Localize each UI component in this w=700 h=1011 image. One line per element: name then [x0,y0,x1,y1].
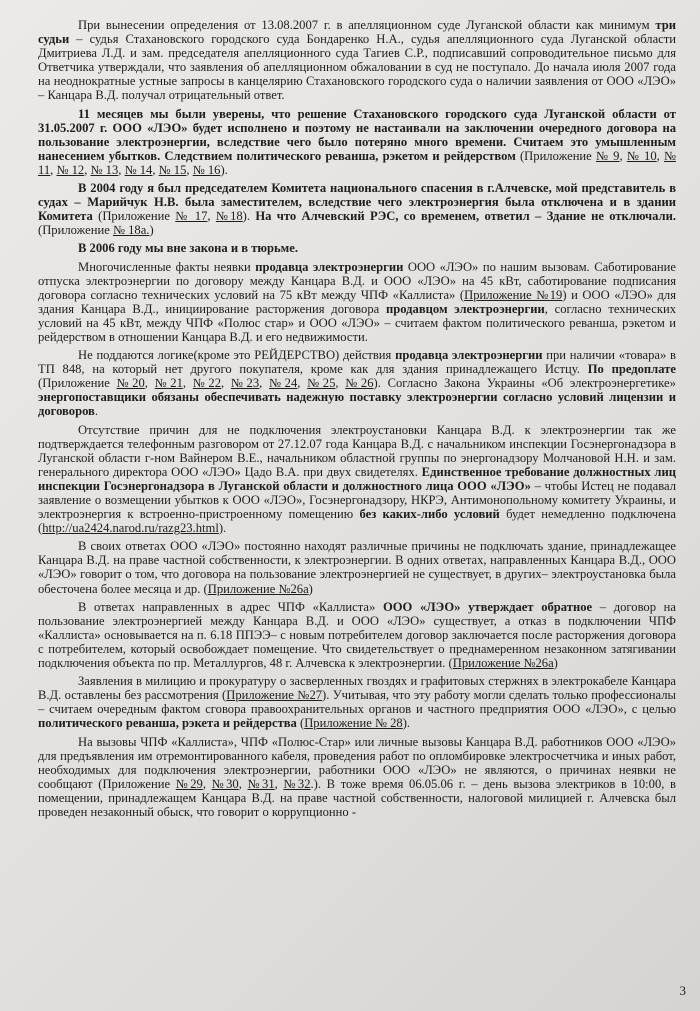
text-run: , [274,776,284,791]
text-run: В своих ответах ООО «ЛЭО» постоянно находят различные причины не подключать здание, принадлежащее Канцара В.Д. на праве частной собственности, к электроэнергии. В одних ответах, направленных Канцара В.Д., ООО «ЛЭО» говорит о том, что договора на пользование электроэнергией не существует, в других– электроустановка была обесточена более месяца и др. ( [38,539,676,596]
paragraph [38,260,676,345]
bold-text: В 2004 году я был председателем Комитета национального спасения в г.Алчевске, мой представитель в судах – Марийчук Н.В. была заместителем, вследствие чего электроэнергия была отключена и в здании Комитета [38,181,676,224]
appendix-link[interactable]: Приложение №26а [207,581,309,596]
bold-text: По предоплате [587,362,676,377]
bold-text: 11 месяцев мы были уверены, что решение Стахановского городского суда Луганской области от 31.05.2007 г. ООО «ЛЭО» будет исполнено и поэтому не настаивали на заключении очередного договора на пользование электроэнергии, вследствие чего было потеряно много времени. Считаем это умышленным нанесением убытков. Следствием политического реванша, рэкетом и рейдерством [38,106,676,163]
text-run: В ответах направленных в адрес ЧПФ «Каллиста» [78,599,383,614]
text-run: . [94,404,99,419]
appendix-link[interactable]: № 17 [175,209,208,224]
text-run: , [335,376,346,391]
bold-text: ООО «ЛЭО» утверждает обратное [382,599,593,614]
text-run: ) [149,223,154,238]
bold-text: энергопоставщики обязаны обеспечивать надежную поставку электроэнергии согласно условий лицензии и договоров [38,390,676,419]
text-run: , [118,162,125,177]
paragraph [38,107,676,177]
text-run: – чтобы Истец не подавал заявление о возмещении убытков к ООО «ЛЭО», Госэнергонадзору, НКРЭ, Антимонопольному комитету Украины, и электроэнергия к встроенно-пристроенному помещению [38,478,676,522]
text-run: – договор на пользование электроэнергией между Канцара В.Д. и ООО «ЛЭО» существует, а отказ в подключении ЧПФ «Каллиста» основывается на п. 6.18 ППЭЭ– с новым потребителем договор заключается после расторжения договора с потребителем, который освобождает помещение. Что свидетельствует о преднамеренном незаконном затягивании подключения объекта по пр. Металлургов, 48 г. Алчевска к электроэнергии. ( [38,599,676,671]
appendix-link[interactable]: № 15 [158,162,187,177]
text-run: , [259,376,270,391]
paragraph [38,674,676,730]
appendix-link[interactable]: № 11 [38,148,677,177]
appendix-link[interactable]: Приложение №19 [464,287,563,302]
paragraph [38,735,676,820]
text-run: (Приложение [515,148,596,163]
appendix-link[interactable]: № 14 [124,162,153,177]
appendix-link[interactable]: Приложение №26а [452,656,554,671]
document-body [38,18,676,819]
appendix-link[interactable]: № 18а. [112,223,150,238]
text-run: , [656,148,664,163]
paragraph [38,539,676,595]
appendix-link[interactable]: №18 [215,209,243,224]
text-run: , [238,776,248,791]
appendix-link[interactable]: №24 [269,376,298,391]
paragraph [38,241,676,255]
bold-text: продавца электроэнергии [255,259,404,274]
text-run: Заявления в милицию и прокуратуру о засверленных гвоздях и графитовых стержнях в электрокабеле Канцара В.Д. оставлены без рассмотрения ( [38,674,676,703]
text-run: , [84,162,91,177]
paragraph [38,600,676,670]
appendix-link[interactable]: №25 [307,376,336,391]
text-run: , [297,376,308,391]
text-run: ООО «ЛЭО» по нашим вызовам. Саботирование отпуска электроэнергии по договору между Канцара В.Д. и ООО «ЛЭО» на 45 кВт, саботирование подписания договора согласно технических условий на 75 кВт между ЧПФ «Каллиста» ( [38,259,676,302]
text-run: ( [296,716,305,731]
paragraph [38,18,676,103]
bold-text: На что Алчевский РЭС, со временем, ответил – Здание не отключали. [255,209,677,224]
text-run: ) и ООО «ЛЭО» для здания Канцара В.Д., инициирование расторжения договора [38,287,676,316]
text-run: , [50,162,57,177]
text-run: (Приложение [92,209,176,224]
appendix-link[interactable]: №29 [175,776,203,791]
text-run: ). [218,521,227,536]
text-run: ) [308,581,313,596]
text-run: , [152,162,159,177]
text-run: (Приложение [38,223,113,238]
appendix-link[interactable]: №31 [247,776,275,791]
appendix-link[interactable]: № 16 [192,162,221,177]
text-run: – судья Стахановского городского суда Бондаренко Н.А., судья апелляционного суда Луганской области Дмитриева Л.Д. и зам. председателя апелляционного суда Тагиев С.Р., подписавший сопроводительное письмо для Ответчика утверждали, что заявления об апелляционном обжаловании в суд не поступало. До начала июля 2007 года на неоднократные устные запросы в канцелярию Стахановского городского суда о наличии заявления от ООО «ЛЭО» – Канцара В.Д. получал отрицательный ответ. [38,32,676,103]
bold-text: Единственное требование должностных лиц инспекции Госэнергонадзора в Луганской области и должностного лица ООО «ЛЭО» [38,464,676,493]
paragraph [38,181,676,237]
appendix-link[interactable]: №23 [230,376,260,391]
text-run: , [202,776,212,791]
appendix-link[interactable]: №32 [283,776,311,791]
paragraph [38,348,676,418]
bold-text: без каких-либо условий [359,507,500,522]
bold-text: В 2006 году мы вне закона и в тюрьме. [78,241,298,256]
appendix-link[interactable]: №22 [192,376,222,391]
appendix-link[interactable]: Приложение №27 [226,688,323,703]
appendix-link[interactable]: №26 [345,376,374,391]
text-run: , [207,209,216,224]
appendix-link[interactable]: № 12 [56,162,85,177]
text-run: , [144,376,155,391]
text-run: ). Учитывая, что эту работу могли сделать только профессионалы – считаем очередным фактом сговора правоохранительных органов и частного предприятия ООО «ЛЭО», с целью [38,688,676,717]
text-run: (Приложение [38,376,117,391]
text-run: На вызовы ЧПФ «Каллиста», ЧПФ «Полюс-Стар» или личные вызовы Канцара В.Д. работников ООО «ЛЭО» для предъявления им отремонтированного кабеля, проведения работ по опломбировке электросчетчика и иных работ, необходимых для подключения электроэнергии, работники ООО «ЛЭО» не являются, о причинах неявки не сообщают (Приложение [38,734,676,791]
text-run: ). Согласно Закона Украины «Об электроэнергетике» [373,376,676,391]
text-run: Не поддаются логике(кроме это РЕЙДЕРСТВО) действия [78,348,396,363]
text-run: ) [553,656,558,671]
text-run: Отсутствие причин для не подключения электроустановки Канцара В.Д. к электроэнергии так же подтверждается телефонным разговором от 27.12.07 года Канцара В.Д. с начальником инспекции Госэнергонадзора в Луганской области г-ном Вайнером В.Е., начальником областной группы по энергонадзору Молчановой Н.Н. и зам. генерального директора ООО «ЛЭО» Цадо В.А. при двух свидетелях. [38,422,676,479]
text-run: , согласно технических условий на 45 кВт, между ЧПФ «Полюс стар» и ООО «ЛЭО» – считаем фактом политического реванша, рэкетом и рейдерством в отношении Канцара В.Д. и его недвижимости. [38,301,676,344]
text-run: При вынесении определения от 13.08.2007 г. в апелляционном суде Луганской области как минимум [78,18,656,32]
text-run: , [221,376,231,391]
appendix-link[interactable]: №20 [116,376,145,391]
appendix-link[interactable]: №21 [154,376,183,391]
text-run: ). [242,209,256,224]
appendix-link[interactable]: http://ua2424.narod.ru/razg23.html [42,521,219,536]
text-run: , [619,148,627,163]
paragraph [38,423,676,536]
appendix-link[interactable]: № 9 [595,148,620,163]
appendix-link[interactable]: Приложение № 28 [304,716,403,731]
text-run: ). [220,162,228,177]
appendix-link[interactable]: № 13 [90,162,119,177]
appendix-link[interactable]: №30 [211,776,239,791]
text-run: .). В тоже время 06.05.06 г. – день вызова электриков в 10:00, в помещении, принадлежащем Канцара В.Д. на праве частной собственности, налоговой милицией г. Алчевска был проведен незаконный обыск, что говорит о коррупционно - [38,776,676,819]
text-run: , [182,376,193,391]
bold-text: политического реванша, рэкета и рейдерства [38,716,297,731]
bold-text: три судьи [38,18,676,47]
bold-text: продавца электроэнергии [395,348,543,363]
appendix-link[interactable]: № 10 [626,148,657,163]
text-run: Многочисленные факты неявки [78,259,256,274]
text-run: , [186,162,193,177]
page-number: 3 [679,983,686,998]
bold-text: продавцом электроэнергии [385,301,545,316]
text-run: будет немедленно подключена ( [38,507,676,536]
text-run: при наличии «товара» в ТП 848, на который нет другого покупателя, кроме как для здания принадлежащего Истцу. [38,348,676,377]
text-run: ). [402,716,411,731]
